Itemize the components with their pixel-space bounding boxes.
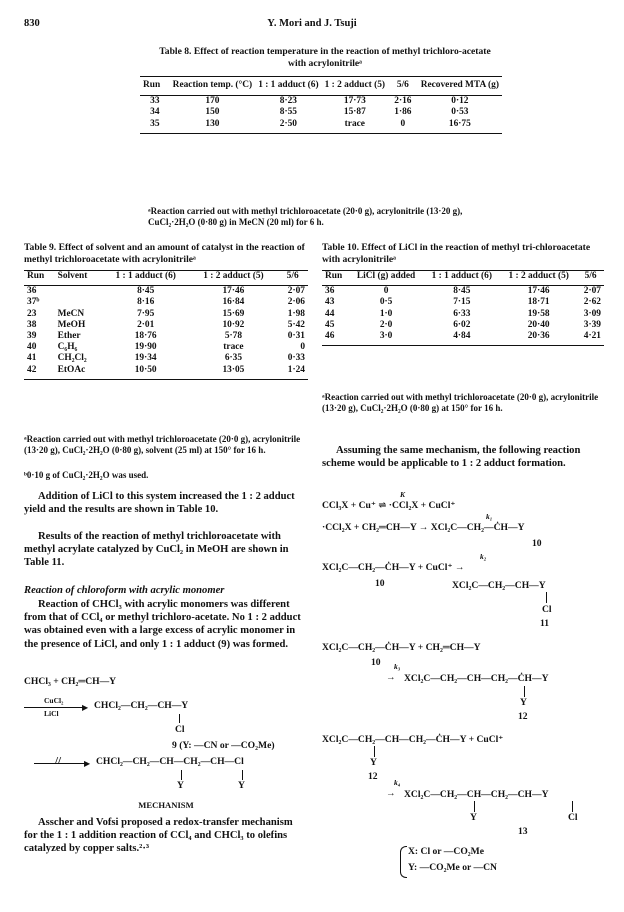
table-row: 46 3·0 4·84 20·36 4·21 bbox=[325, 331, 601, 342]
scheme-no-product: CHCl₂—CH₂—CH—CH₂—CH—Cl bbox=[96, 756, 244, 767]
table8-head-ratio: 5/6 bbox=[396, 80, 409, 90]
table10-caption: Table 10. Effect of LiCl in the reaction of methyl tri-chloroacetate with acrylonitrileᵃ bbox=[322, 242, 591, 265]
table9-head-ratio: 5/6 bbox=[286, 271, 299, 281]
table-row: 45 2·0 6·02 20·40 3·39 bbox=[325, 319, 601, 330]
table8-head-run: Run bbox=[143, 80, 161, 90]
table-row: 36 8·45 17·46 2·07 bbox=[27, 286, 305, 297]
table-row: 43 0·5 7·15 18·71 2·62 bbox=[325, 297, 601, 308]
section-heading-chloroform: Reaction of chloroform with acrylic monomer bbox=[24, 585, 225, 596]
table-row: 38 MeOH 2·01 10·92 5·42 bbox=[27, 319, 305, 330]
equation-3: XCl₂C—CH₂—ĊH—Y + CuCl⁺ → bbox=[322, 562, 465, 573]
table8-footnote: ᵃReaction carried out with methyl trichloroacetate (20·0 g), acrylonitrile (13·20 g), CuCl₂·2H₂O (0·80 g) in MeCN (20 ml) for 6 h. bbox=[148, 206, 463, 227]
table-row: 41 CH₂Cl₂ 19·34 6·35 0·33 bbox=[27, 353, 305, 364]
constant-k2: k₂ bbox=[480, 552, 487, 561]
paragraph-table11: Results of the reaction of methyl trichloroacetate with methyl acrylate catalyzed by CuCl₂ in MeOH are shown in Table 11. bbox=[24, 531, 289, 569]
table9-footnote-b: ᵇ0·10 g of CuCl₂·2H₂O was used. bbox=[24, 470, 149, 480]
table9-head-solvent: Solvent bbox=[57, 271, 88, 281]
table8-head-mta: Recovered MTA (g) bbox=[420, 80, 499, 90]
paragraph-chloroform: Reaction of CHCl₃ with acrylic monomers was different from that of CCl₄ or methyl trichloro-acetate. No 1 : 2 adduct was obtained even with a large excess of acrylic monomer in the presence of LiCl, and only 1 : 1 adduct (9) was formed. bbox=[24, 599, 301, 650]
table8-rule-top bbox=[140, 76, 502, 77]
bond-line bbox=[179, 714, 180, 723]
equation-5-product: XCl₂C—CH₂—CH—CH₂—CH—Y bbox=[404, 789, 549, 800]
table9-head-run: Run bbox=[27, 271, 45, 281]
equation-5: XCl₂C—CH₂—CH—CH₂—ĊH—Y + CuCl⁺ bbox=[322, 734, 504, 745]
table8-caption: Table 8. Effect of reaction temperature in the reaction of methyl trichloro-acetate with acrylonitrileᵃ bbox=[159, 46, 491, 69]
scheme-arrow bbox=[24, 707, 86, 708]
scheme-y: Y bbox=[177, 780, 184, 791]
table9-head-12: 1 : 2 adduct (5) bbox=[203, 271, 264, 281]
table-row: 39 Ether 18·76 5·78 0·31 bbox=[27, 331, 305, 342]
table10 bbox=[322, 270, 604, 346]
arrowhead-icon: ▶ bbox=[84, 759, 91, 768]
no-reaction-icon: // bbox=[55, 755, 62, 767]
scheme-label-9: 9 (Y: —CN or —CO₂Me) bbox=[172, 740, 275, 751]
table10-head-ratio: 5/6 bbox=[584, 271, 597, 281]
scheme-reactants: CHCl₃ + CH₂═CH—Y bbox=[24, 676, 117, 687]
table8 bbox=[140, 80, 502, 134]
table8-head-12: 1 : 2 adduct (5) bbox=[324, 80, 386, 90]
table9-head-11: 1 : 1 adduct (6) bbox=[115, 271, 176, 281]
constant-k4: k₄ bbox=[394, 778, 401, 787]
table9-caption: Table 9. Effect of solvent and an amount of catalyst in the reaction of methyl trichloroacetate with acrylonitrileᵃ bbox=[24, 242, 305, 265]
table10-head-12: 1 : 2 adduct (5) bbox=[508, 271, 569, 281]
legend-y: Y: —CO₂Me or —CN bbox=[408, 862, 497, 873]
scheme-y: Y bbox=[238, 780, 245, 791]
constant-k: K bbox=[400, 490, 406, 499]
bond-line bbox=[524, 686, 525, 697]
equation-1: CCl₃X + Cu⁺ ⇌ ·CCl₂X + CuCl⁺ bbox=[322, 500, 456, 511]
table9 bbox=[24, 270, 308, 380]
table-row: 36 0 8·45 17·46 2·07 bbox=[325, 286, 601, 297]
compound-number-10: 10 bbox=[371, 657, 381, 668]
table10-head-run: Run bbox=[325, 271, 343, 281]
table10-head-11: 1 : 1 adduct (6) bbox=[431, 271, 492, 281]
constant-k3: k₃ bbox=[394, 662, 401, 671]
compound-number-10: 10 bbox=[532, 538, 542, 549]
bond-line bbox=[546, 592, 547, 603]
table-row: 42 EtOAc 10·50 13·05 1·24 bbox=[27, 364, 305, 375]
equation-4: XCl₂C—CH₂—ĊH—Y + CH₂═CH—Y bbox=[322, 642, 481, 653]
compound-number-10: 10 bbox=[375, 578, 385, 589]
equation-2: ·CCl₂X + CH₂═CH—Y → XCl₂C—CH₂—ĊH—Y bbox=[322, 522, 525, 533]
paragraph-mechanism: Asscher and Vofsi proposed a redox-transfer mechanism for the 1 : 1 addition reaction of CCl₄ and CHCl₃ to olefins catalyzed by copper salts.²·³ bbox=[24, 817, 293, 855]
scheme-product-9: CHCl₂—CH₂—CH—Y bbox=[94, 700, 189, 711]
paragraph-licl: Addition of LiCl to this system increased the 1 : 2 adduct yield and the results are shown in Table 10. bbox=[24, 491, 295, 516]
legend-brace bbox=[400, 846, 407, 878]
table10-head-licl: LiCl (g) added bbox=[356, 271, 416, 281]
product-cl: Cl bbox=[542, 604, 552, 615]
equation-3-product: XCl₂C—CH₂—CH—Y bbox=[452, 580, 546, 591]
compound-number-13: 13 bbox=[518, 826, 528, 837]
table-row: 23 MeCN 7·95 15·69 1·98 bbox=[27, 308, 305, 319]
scheme-additive: LiCl bbox=[44, 709, 59, 718]
table-row: 34 150 8·55 15·87 1·86 0·53 bbox=[150, 107, 469, 118]
table10-footnote: ᵃReaction carried out with methyl trichloroacetate (20·0 g), acrylonitrile (13·20 g), CuCl₂·2H₂O (0·80 g) at 150° for 16 h. bbox=[322, 392, 599, 413]
page-number: 830 bbox=[24, 18, 40, 29]
bond-line bbox=[572, 801, 573, 812]
compound-number-11: 11 bbox=[540, 618, 550, 629]
arrowhead-icon: ▶ bbox=[82, 703, 89, 712]
constant-k1: k₁ bbox=[486, 512, 493, 521]
scheme-cl: Cl bbox=[175, 724, 185, 735]
table-row: 44 1·0 6·33 19·58 3·09 bbox=[325, 308, 601, 319]
bond-line bbox=[374, 746, 375, 757]
table-row: 37ᵇ 8·16 16·84 2·06 bbox=[27, 297, 305, 308]
bond-line bbox=[474, 801, 475, 812]
table-row: 33 170 8·23 17·73 2·16 0·12 bbox=[150, 96, 469, 107]
paragraph-assuming: Assuming the same mechanism, the following reaction scheme would be applicable to 1 : 2 adduct formation. bbox=[322, 445, 581, 470]
table-row: 35 130 2·50 trace 0 16·75 bbox=[150, 118, 471, 129]
product-y: Y bbox=[520, 697, 527, 708]
compound-number-12: 12 bbox=[368, 771, 378, 782]
table-row: 40 C₆H₆ 19·90 trace 0 bbox=[27, 342, 305, 353]
bond-line bbox=[181, 770, 182, 780]
legend-x: X: Cl or —CO₂Me bbox=[408, 846, 484, 857]
bond-line bbox=[242, 770, 243, 780]
table8-head-11: 1 : 1 adduct (6) bbox=[258, 80, 319, 90]
compound-number-12: 12 bbox=[518, 711, 528, 722]
running-title: Y. Mori and J. Tsuji bbox=[267, 18, 357, 29]
product-cl: Cl bbox=[568, 812, 578, 823]
equation-4-product: XCl₂C—CH₂—CH—CH₂—ĊH—Y bbox=[404, 673, 549, 684]
scheme-catalyst: CuCl₂ bbox=[44, 696, 64, 705]
table8-head-temp: Reaction temp. (°C) bbox=[172, 80, 253, 90]
product-y: Y bbox=[370, 757, 377, 768]
mechanism-heading: MECHANISM bbox=[138, 800, 194, 810]
table9-footnote-a: ᵃReaction carried out with methyl trichloroacetate (20·0 g), acrylonitrile (13·20 g), CuCl₂·2H₂O (0·80 g), solvent (25 ml) at 150° for 16 h. bbox=[24, 434, 301, 455]
product-y: Y bbox=[470, 812, 477, 823]
